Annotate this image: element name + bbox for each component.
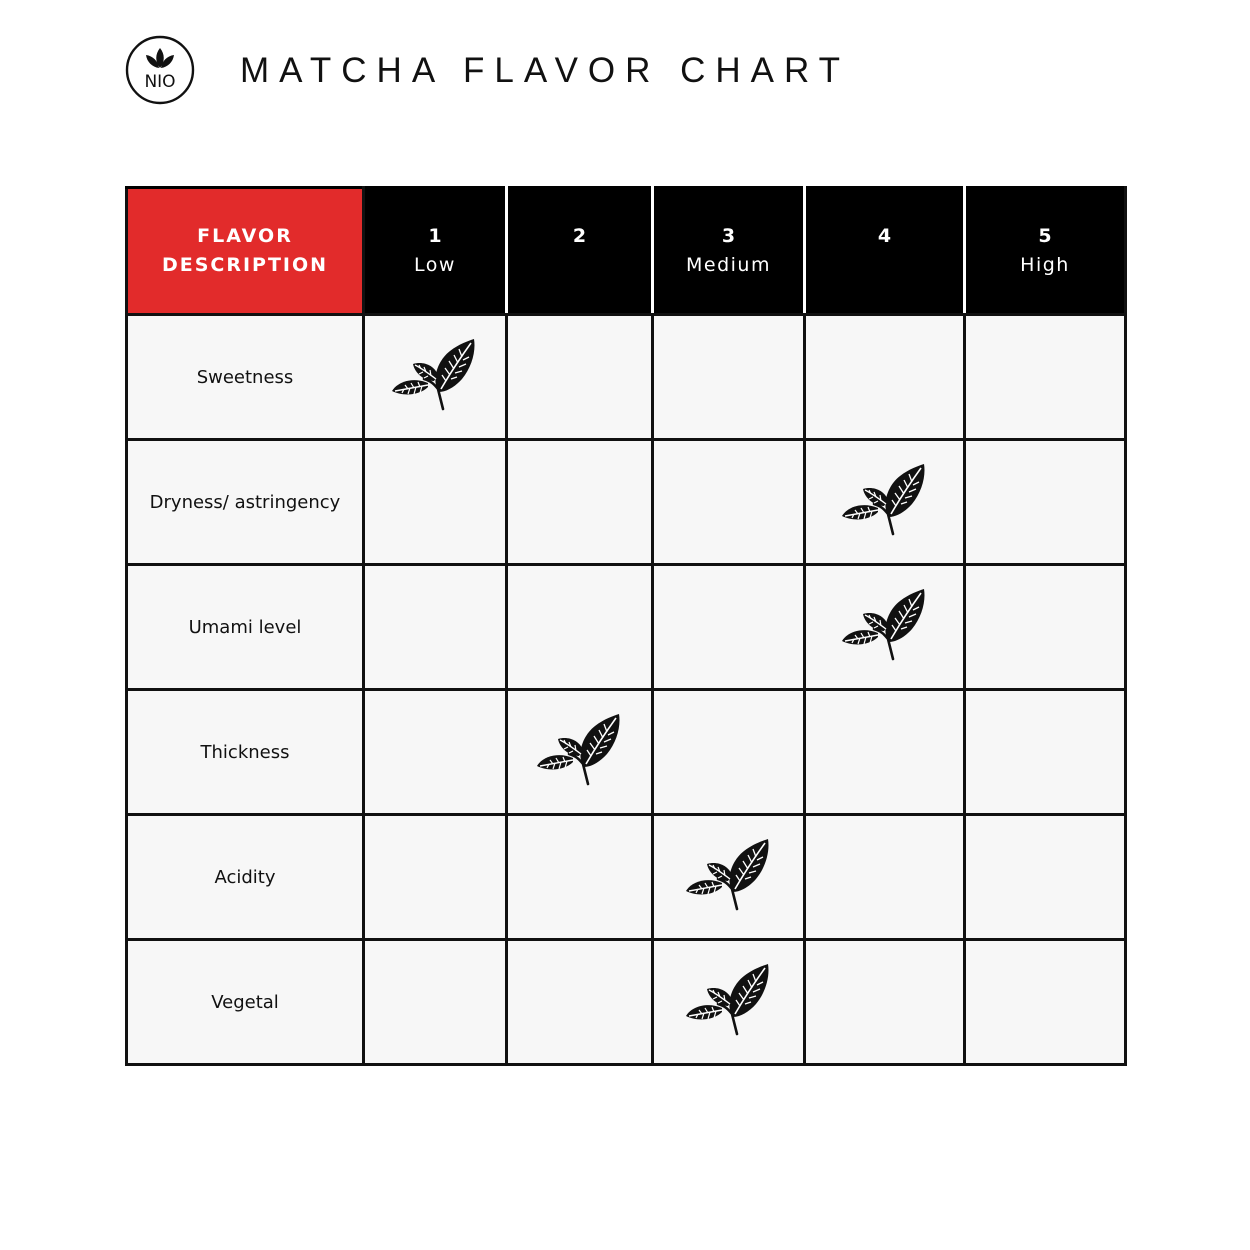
rating-cell-1: [364, 940, 507, 1065]
rating-cell-2: [507, 315, 653, 440]
scale-header-5: [965, 188, 1126, 315]
header-line-flavor: FLAVOR: [197, 225, 293, 247]
scale-header-3: [653, 188, 805, 315]
rating-cell-4: [805, 315, 965, 440]
rating-cell-3: [653, 565, 805, 690]
tea-leaf-icon: [684, 837, 774, 913]
flavor-label-cell: [127, 690, 364, 815]
leaf-logo-icon: [124, 34, 196, 106]
table-row: [127, 440, 1126, 565]
rating-cell-5: [965, 940, 1126, 1065]
rating-cell-4: [805, 815, 965, 940]
rating-cell-5: [965, 690, 1126, 815]
flavor-label: Acidity: [214, 866, 276, 888]
scale-header-1: [364, 188, 507, 315]
rating-cell-5: [965, 815, 1126, 940]
table-row: [127, 815, 1126, 940]
rating-cell-2: [507, 690, 653, 815]
brand-logo: [124, 34, 196, 106]
flavor-label-cell: [127, 315, 364, 440]
tea-leaf-icon: [390, 337, 480, 413]
flavor-label-cell: [127, 940, 364, 1065]
rating-cell-5: [965, 565, 1126, 690]
scale-header-2: [507, 188, 653, 315]
rating-cell-2: [507, 565, 653, 690]
tea-leaf-icon: [535, 712, 625, 788]
scale-number: 4: [877, 225, 892, 247]
table-row: [127, 940, 1126, 1065]
logo-text: NIO: [144, 72, 176, 92]
flavor-label-cell: [127, 565, 364, 690]
flavor-label: Sweetness: [196, 366, 294, 388]
scale-header-4: [805, 188, 965, 315]
flavor-label: Dryness/ astringency: [149, 491, 341, 513]
header-line-description: DESCRIPTION: [161, 254, 329, 276]
rating-cell-4: [805, 690, 965, 815]
rating-cell-3: [653, 815, 805, 940]
flavor-label: Umami level: [188, 616, 302, 638]
table-row: [127, 690, 1126, 815]
scale-word: High: [1020, 254, 1070, 276]
rating-cell-1: [364, 315, 507, 440]
rating-cell-5: [965, 315, 1126, 440]
rating-cell-4: [805, 440, 965, 565]
flavor-label-cell: [127, 815, 364, 940]
scale-word: Low: [414, 254, 456, 276]
table-row: [127, 315, 1126, 440]
rating-cell-3: [653, 940, 805, 1065]
rating-cell-4: [805, 565, 965, 690]
table-row: [127, 565, 1126, 690]
scale-word: [508, 251, 651, 280]
rating-cell-1: [364, 565, 507, 690]
flavor-chart-table: [125, 186, 1127, 1066]
scale-number: 5: [1038, 225, 1052, 247]
rating-cell-1: [364, 440, 507, 565]
scale-number: 2: [572, 225, 587, 247]
scale-number: 1: [428, 225, 442, 247]
rating-cell-3: [653, 690, 805, 815]
scale-number: 3: [721, 225, 736, 247]
flavor-description-header: [127, 188, 364, 315]
table-body: [127, 315, 1126, 1065]
table-header-row: [127, 188, 1126, 315]
rating-cell-2: [507, 940, 653, 1065]
rating-cell-5: [965, 440, 1126, 565]
rating-cell-1: [364, 815, 507, 940]
flavor-label-cell: [127, 440, 364, 565]
tea-leaf-icon: [840, 462, 930, 538]
rating-cell-2: [507, 440, 653, 565]
rating-cell-2: [507, 815, 653, 940]
scale-word: Medium: [686, 254, 771, 276]
flavor-label: Vegetal: [211, 991, 279, 1013]
scale-word: [806, 251, 963, 280]
rating-cell-1: [364, 690, 507, 815]
tea-leaf-icon: [684, 962, 774, 1038]
rating-cell-3: [653, 440, 805, 565]
rating-cell-3: [653, 315, 805, 440]
flavor-label: Thickness: [200, 741, 290, 763]
tea-leaf-icon: [840, 587, 930, 663]
rating-cell-4: [805, 940, 965, 1065]
page-title: MATCHA FLAVOR CHART: [240, 51, 851, 90]
